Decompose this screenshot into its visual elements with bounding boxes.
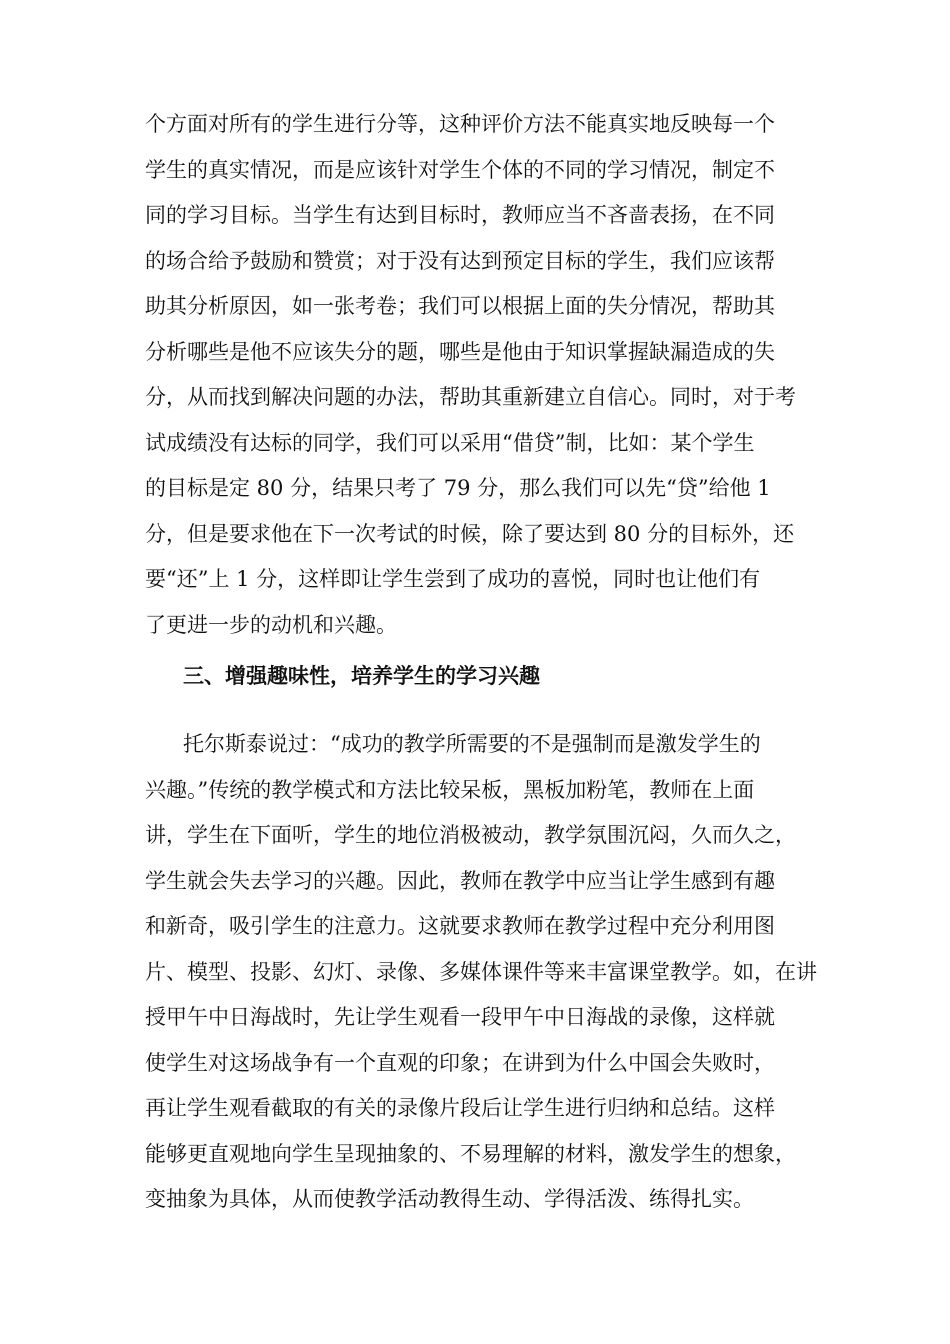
paragraph-line: 的目标是定 80 分，结果只考了 79 分，那么我们可以先“贷”给他 1: [145, 476, 771, 500]
paragraph-line: 分析哪些是他不应该失分的题，哪些是他由于知识掌握缺漏造成的失: [145, 339, 775, 364]
section-heading: 三、增强趣味性，培养学生的学习兴趣: [183, 664, 540, 688]
paragraph-line: 试成绩没有达标的同学，我们可以采用“借贷”制，比如：某个学生: [145, 430, 755, 455]
paragraph-line: 讲，学生在下面听，学生的地位消极被动，教学氛围沉闷，久而久之，: [145, 823, 796, 847]
paragraph-line: 和新奇，吸引学生的注意力。这就要求教师在教学过程中充分利用图: [145, 914, 775, 938]
paragraph-2: [145, 722, 817, 1223]
paragraph-line: 助其分析原因，如一张考卷；我们可以根据上面的失分情况，帮助其: [145, 294, 775, 318]
paragraph-line: 要“还”上 1 分，这样即让学生尝到了成功的喜悦，同时也让他们有: [145, 567, 761, 591]
paragraph-line: 再让学生观看截取的有关的录像片段后让学生进行归纳和总结。这样: [145, 1096, 775, 1120]
paragraph-line: 的场合给予鼓励和赞赏；对于没有达到预定目标的学生，我们应该帮: [145, 248, 775, 273]
paragraph-1: [145, 102, 805, 648]
paragraph-line: 授甲午中日海战时，先让学生观看一段甲午中日海战的录像，这样就: [145, 1005, 775, 1029]
paragraph-line: 托尔斯泰说过：“成功的教学所需要的不是强制而是激发学生的: [183, 732, 761, 756]
paragraph-line: 使学生对这场战争有一个直观的印象；在讲到为什么中国会失败时，: [145, 1050, 775, 1075]
paragraph-line: 学生就会失去学习的兴趣。因此，教师在教学中应当让学生感到有趣: [145, 868, 775, 893]
paragraph-line: 分，但是要求他在下一次考试的时候，除了要达到 80 分的目标外，还: [145, 521, 795, 546]
paragraph-line: 分，从而找到解决问题的办法，帮助其重新建立自信心。同时，对于考: [145, 385, 796, 409]
paragraph-line: 兴趣。”传统的教学模式和方法比较呆板，黑板加粉笔，教师在上面: [145, 777, 755, 802]
paragraph-line: 同的学习目标。当学生有达到目标时，教师应当不吝啬表扬，在不同: [145, 203, 775, 227]
paragraph-line: 变抽象为具体，从而使教学活动教得生动、学得活泼、练得扎实。: [145, 1187, 754, 1211]
paragraph-line: 能够更直观地向学生呈现抽象的、不易理解的材料，激发学生的想象，: [145, 1141, 796, 1166]
paragraph-line: 片、模型、投影、幻灯、录像、多媒体课件等来丰富课堂教学。如，在讲: [145, 959, 817, 984]
paragraph-line: 学生的真实情况，而是应该针对学生个体的不同的学习情况，制定不: [145, 157, 775, 182]
paragraph-line: 个方面对所有的学生进行分等，这种评价方法不能真实地反映每一个: [145, 112, 775, 136]
paragraph-line: 了更进一步的动机和兴趣。: [145, 612, 397, 637]
